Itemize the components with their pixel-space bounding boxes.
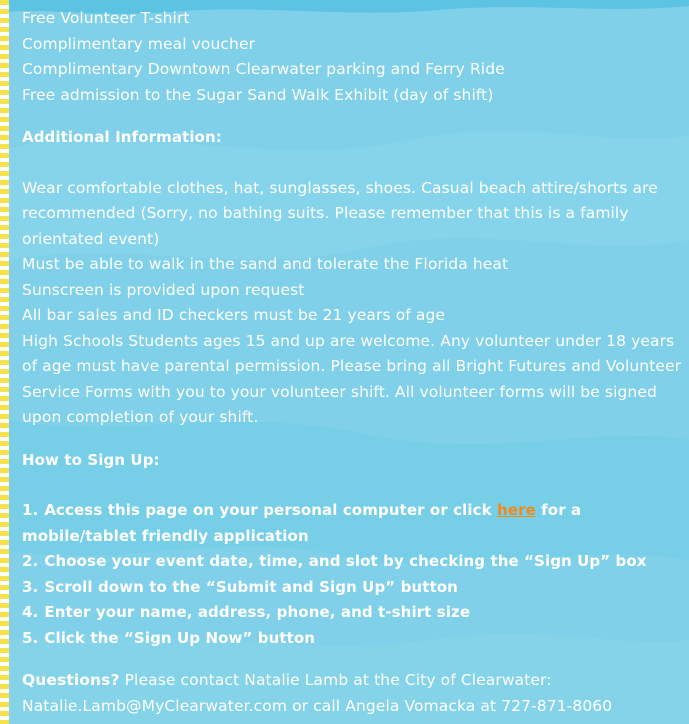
step-2-text: Choose your event date, time, and slot by checking the “Sign Up” box xyxy=(44,552,647,570)
step-4-number: 4. xyxy=(22,603,39,621)
info-sunscreen: Sunscreen is provided upon request xyxy=(22,280,305,299)
step-2 xyxy=(22,549,682,575)
info-students: High Schools Students ages 15 and up are welcome. Any volunteer under 18 years of age must have parental permission. Please bring all Bright Futures and Volunteer Service Forms with you to your volunteer shift. All volunteer forms will be signed upon completion of your shift. xyxy=(22,331,682,426)
perk-admission: Free admission to the Sugar Sand Walk Exhibit (day of shift) xyxy=(22,85,494,104)
content xyxy=(22,6,682,719)
step-3-number: 3. xyxy=(22,577,39,596)
step-1 xyxy=(22,498,682,549)
additional-info-heading: Additional Information: xyxy=(22,128,222,146)
questions-paragraph xyxy=(22,668,682,719)
step-5-number: 5. xyxy=(22,628,39,647)
step-2-number: 2. xyxy=(22,552,39,570)
step-3-text: Scroll down to the “Submit and Sign Up” button xyxy=(44,577,458,596)
here-link[interactable]: here xyxy=(497,501,536,519)
info-sand: Must be able to walk in the sand and tolerate the Florida heat xyxy=(22,255,509,273)
step-5 xyxy=(22,626,682,652)
step-4 xyxy=(22,600,682,626)
perk-meal: Complimentary meal voucher xyxy=(22,34,256,53)
questions-label: Questions? xyxy=(22,671,120,689)
info-panel xyxy=(9,0,689,724)
step-1-text: Access this page on your personal computer or click xyxy=(44,501,498,519)
step-1-text-end: for a mobile/tablet friendly application xyxy=(22,501,582,545)
questions-text: Please contact Natalie Lamb at the City of Clearwater: Natalie.Lamb@MyClearwater.com or call Angela Vomacka at 727-871-8060 xyxy=(22,671,613,715)
step-4-text: Enter your name, address, phone, and t-shirt size xyxy=(44,603,471,621)
perk-tshirt: Free Volunteer T-shirt xyxy=(22,9,190,27)
step-3 xyxy=(22,575,682,601)
sign-up-heading: How to Sign Up: xyxy=(22,450,160,469)
perk-parking: Complimentary Downtown Clearwater parking and Ferry Ride xyxy=(22,60,505,78)
info-attire: Wear comfortable clothes, hat, sunglasses, shoes. Casual beach attire/shorts are recommended (Sorry, no bathing suits. Please remember that this is a family orientated event) xyxy=(22,178,658,248)
info-age: All bar sales and ID checkers must be 21 years of age xyxy=(22,306,446,324)
step-1-number: 1. xyxy=(22,501,39,519)
step-5-text: Click the “Sign Up Now” button xyxy=(44,628,316,647)
